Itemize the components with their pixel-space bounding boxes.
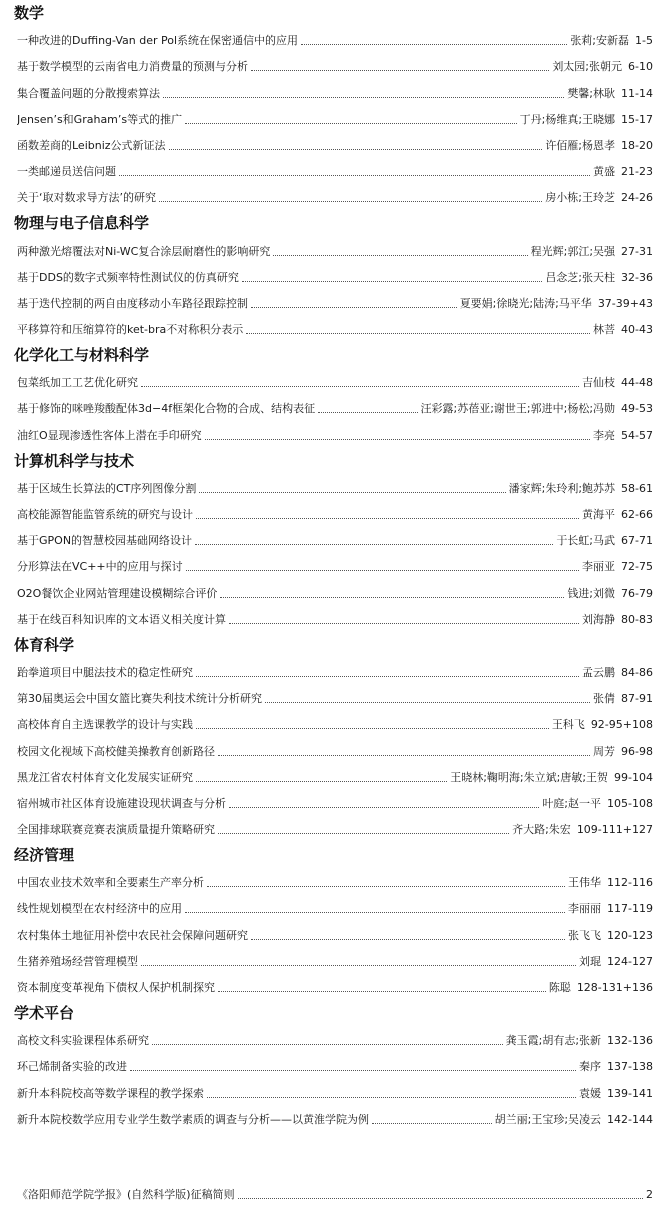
entry-pages: 24-26 [621, 191, 653, 205]
leader-dots [251, 70, 549, 71]
toc-entry[interactable] [0, 764, 660, 790]
entry-title[interactable]: 基于在线百科知识库的文本语义相关度计算 [17, 612, 226, 626]
entry-pages: 84-86 [621, 665, 653, 679]
entry-authors: 李亮 [593, 428, 616, 442]
section-title: 物理与电子信息科学 [14, 214, 150, 233]
entry-authors: 孟云鹏 [582, 665, 616, 679]
toc-entry[interactable] [0, 158, 660, 184]
toc-entry[interactable] [0, 553, 660, 579]
toc-entry[interactable] [0, 316, 660, 342]
leader-dots [207, 1097, 576, 1098]
leader-dots [220, 597, 564, 598]
entry-pages: 76-79 [621, 586, 653, 600]
leader-dots [242, 281, 542, 282]
entry-title[interactable]: 中国农业技术效率和全要素生产率分析 [17, 876, 204, 890]
entry-title[interactable]: 平移算符和压缩算符的ket-bra不对称积分表示 [17, 323, 244, 337]
entry-pages: 6-10 [628, 60, 653, 74]
entry-authors: 汪彩露;苏蓓亚;谢世王;郭进中;杨松;冯勋 [420, 402, 616, 416]
entry-authors: 许佰雁;杨恩孝 [545, 138, 616, 152]
entry-title[interactable]: 基于DDS的数字式频率特性测试仪的仿真研究 [17, 270, 239, 284]
entry-authors: 王科飞 [551, 718, 585, 732]
entry-authors: 潘家辉;朱玲利;鲍苏苏 [508, 481, 616, 495]
entry-pages: 1-5 [635, 34, 653, 48]
entry-pages: 27-31 [621, 244, 653, 258]
entry-pages: 40-43 [621, 323, 653, 337]
leader-dots [238, 1198, 643, 1199]
entry-title[interactable]: 包菜纸加工工艺优化研究 [17, 376, 138, 390]
entry-title[interactable]: 资本制度变革视角下债权人保护机制探究 [17, 981, 215, 994]
entry-title[interactable]: 集合覆盖问题的分散搜索算法 [17, 86, 160, 100]
entry-authors: 丁丹;杨维真;王晓娜 [519, 112, 616, 126]
toc-entry[interactable] [0, 106, 660, 132]
entry-authors: 王晓林;鞠明海;朱立斌;唐敏;王贺 [450, 770, 609, 784]
leader-dots [185, 123, 516, 124]
entry-pages: 96-98 [621, 744, 653, 758]
leader-dots [196, 676, 579, 677]
entry-authors: 龚玉霞;胡有志;张新 [505, 1034, 602, 1048]
entry-title[interactable]: 基于区域生长算法的CT序列图像分割 [17, 481, 197, 495]
entry-pages: 49-53 [621, 402, 653, 416]
section-title: 体育科学 [14, 635, 75, 654]
entry-title[interactable]: 新升本院校数学应用专业学生数学素质的调查与分析——以黄淮学院为例 [17, 1112, 369, 1126]
leader-dots [229, 807, 539, 808]
entry-authors: 陈聪 [548, 981, 571, 994]
leader-dots [273, 255, 527, 256]
toc-section [0, 632, 660, 842]
toc-entry[interactable] [0, 974, 660, 1000]
entry-authors: 张倩 [593, 692, 616, 706]
toc-entry[interactable] [0, 869, 660, 895]
entry-pages: 87-91 [621, 692, 653, 706]
toc-section [0, 842, 660, 1000]
toc-entry[interactable] [0, 711, 660, 737]
entry-authors: 刘海静 [582, 612, 616, 626]
entry-title[interactable]: 农村集体土地征用补偿中农民社会保障问题研究 [17, 928, 248, 942]
toc-entry[interactable] [0, 895, 660, 921]
toc-entry[interactable] [0, 1106, 660, 1132]
leader-dots [185, 912, 565, 913]
entry-authors: 林菩 [593, 323, 616, 337]
entry-authors: 李丽丽 [568, 902, 602, 916]
entry-pages: 11-14 [621, 86, 653, 100]
entry-authors: 刘琨 [579, 954, 602, 968]
entry-authors: 程光辉;郭江;吴强 [530, 244, 616, 258]
leader-dots [229, 623, 579, 624]
toc-entry[interactable] [0, 790, 660, 816]
toc-entry[interactable] [0, 659, 660, 685]
entry-authors: 王伟华 [568, 876, 602, 890]
entry-authors: 房小栋;王玲芝 [545, 191, 616, 205]
toc-entry[interactable] [0, 501, 660, 527]
leader-dots [130, 1070, 576, 1071]
leader-dots [246, 333, 590, 334]
leader-dots [152, 1044, 503, 1045]
toc-entry[interactable] [0, 685, 660, 711]
entry-title[interactable]: 高校体育自主选课教学的设计与实践 [17, 718, 193, 732]
leader-dots [301, 44, 567, 45]
entry-title[interactable]: 跆拳道项目中腿法技术的稳定性研究 [17, 665, 193, 679]
entry-title[interactable]: 油红O显现渗透性客体上潜在手印研究 [17, 428, 202, 442]
entry-pages: 109-111+127 [576, 823, 653, 837]
entry-pages: 139-141 [607, 1086, 653, 1100]
toc-entry[interactable] [0, 1053, 660, 1079]
entry-authors: 张莉;安新磊 [570, 34, 630, 48]
entry-pages: 67-71 [621, 534, 653, 548]
entry-pages: 105-108 [607, 796, 653, 810]
leader-dots [195, 544, 553, 545]
leader-dots [196, 728, 549, 729]
entry-authors: 李丽亚 [582, 560, 616, 574]
toc-section [0, 448, 660, 632]
entry-pages: 80-83 [621, 612, 653, 626]
entry-title[interactable]: 高校能源智能监管系统的研究与设计 [17, 508, 193, 521]
entry-pages: 21-23 [621, 165, 653, 179]
toc-entry[interactable] [0, 53, 660, 79]
entry-authors: 刘太园;张朝元 [552, 60, 623, 74]
toc-entry[interactable] [0, 290, 660, 316]
entry-authors: 夏要娟;徐晓光;陆涛;马平华 [459, 296, 592, 310]
entry-authors: 于长虹;马武 [556, 534, 616, 548]
entry-authors: 樊馨;林耿 [567, 86, 616, 100]
entry-pages: 142-144 [607, 1112, 653, 1126]
entry-title[interactable]: 线性规划模型在农村经济中的应用 [17, 902, 182, 916]
leader-dots [186, 570, 579, 571]
entry-authors: 齐大路;朱宏 [512, 823, 571, 837]
entry-title[interactable]: 两种激光熔覆法对Ni-WC复合涂层耐磨性的影响研究 [17, 244, 271, 258]
toc-entry[interactable] [0, 948, 660, 974]
entry-pages: 44-48 [621, 376, 653, 390]
entry-pages: 32-36 [621, 270, 653, 284]
entry-pages: 128-131+136 [576, 981, 653, 994]
entry-pages: 62-66 [621, 508, 653, 521]
section-title: 学术平台 [14, 1004, 75, 1022]
entry-authors: 吉仙枝 [582, 376, 616, 390]
toc-entry[interactable] [0, 527, 660, 553]
leader-dots [199, 492, 505, 493]
footer-note [17, 1188, 653, 1202]
leader-dots [372, 1123, 492, 1124]
entry-title[interactable]: 基于GPON的智慧校园基础网络设计 [17, 534, 193, 548]
entry-title[interactable]: 校园文化视域下高校健美操教育创新路径 [17, 744, 215, 758]
section-title: 化学化工与材料科学 [14, 346, 150, 365]
entry-pages: 18-20 [621, 138, 653, 152]
leader-dots [218, 833, 509, 834]
entry-authors: 秦序 [579, 1060, 602, 1074]
toc-entry[interactable] [0, 237, 660, 263]
leader-dots [318, 412, 417, 413]
footer-note-title: 《洛阳师范学院学报》(自然科学版)征稿简则 [17, 1188, 235, 1201]
entry-title[interactable]: 生猪养殖场经营管理模型 [17, 954, 138, 968]
entry-pages: 72-75 [621, 560, 653, 574]
leader-dots [141, 386, 579, 387]
entry-authors: 黄盛 [593, 165, 616, 179]
entry-pages: 124-127 [607, 954, 653, 968]
leader-dots [207, 886, 565, 887]
entry-title[interactable]: 第30届奥运会中国女篮比赛失利技术统计分析研究 [17, 692, 262, 706]
entry-title[interactable]: 全国排球联赛竞赛表演质量提升策略研究 [17, 823, 215, 837]
toc-entry[interactable] [0, 1079, 660, 1105]
toc-entry[interactable] [0, 1027, 660, 1053]
leader-dots [196, 518, 579, 519]
entry-pages: 99-104 [614, 770, 653, 784]
entry-authors: 胡兰丽;王宝珍;吴凌云 [494, 1112, 602, 1126]
entry-authors: 钱进;刘微 [567, 586, 616, 600]
entry-title[interactable]: O2O餐饮企业网站管理建设模糊综合评价 [17, 586, 218, 600]
entry-pages: 92-95+108 [590, 718, 653, 732]
entry-pages: 58-61 [621, 481, 653, 495]
entry-authors: 叶庭;赵一平 [542, 796, 602, 810]
entry-title[interactable]: 关于‘取对数求导方法’的研究 [17, 191, 156, 205]
leader-dots [251, 939, 565, 940]
leader-dots [205, 439, 590, 440]
entry-pages: 54-57 [621, 428, 653, 442]
entry-pages: 117-119 [607, 902, 653, 916]
entry-pages: 120-123 [607, 928, 653, 942]
toc-entry[interactable] [0, 27, 660, 53]
entry-title[interactable]: 新升本科院校高等数学课程的教学探索 [17, 1086, 204, 1100]
toc-entry[interactable] [0, 79, 660, 105]
toc-entry[interactable] [0, 475, 660, 501]
entry-authors: 吕念芝;张天柱 [545, 270, 616, 284]
footer-note-page: 2 [646, 1188, 653, 1201]
toc-entry[interactable] [0, 606, 660, 632]
toc-entry[interactable] [0, 184, 660, 210]
toc-section [0, 342, 660, 448]
entry-pages: 15-17 [621, 112, 653, 126]
entry-title[interactable]: 黑龙江省农村体育文化发展实证研究 [17, 770, 193, 784]
leader-dots [251, 307, 457, 308]
toc-entry[interactable] [0, 921, 660, 947]
leader-dots [218, 755, 590, 756]
entry-title[interactable]: 函数差商的Leibniz公式新证法 [17, 138, 166, 152]
entry-title[interactable]: 宿州城市社区体育设施建设现状调查与分析 [17, 796, 226, 810]
entry-title[interactable]: 一种改进的Duffing-Van der Pol系统在保密通信中的应用 [17, 34, 299, 48]
entry-title[interactable]: 分形算法在VC++中的应用与探讨 [17, 560, 183, 574]
toc-entry[interactable] [0, 737, 660, 763]
entry-pages: 137-138 [607, 1060, 653, 1074]
toc-section [0, 210, 660, 342]
entry-title[interactable]: 基于数学模型的云南省电力消费量的预测与分析 [17, 60, 248, 74]
entry-pages: 112-116 [607, 876, 653, 890]
toc-entry[interactable] [0, 579, 660, 605]
leader-dots [218, 991, 546, 992]
entry-title[interactable]: 基于修饰的咪唑羧酸配体3d−4f框架化合物的合成、结构表征 [17, 402, 316, 416]
toc-entry[interactable] [0, 816, 660, 842]
entry-title[interactable]: Jensen’s和Graham’s等式的推广 [17, 112, 183, 126]
leader-dots [119, 175, 590, 176]
section-title: 经济管理 [14, 846, 75, 865]
entry-pages: 37-39+43 [597, 296, 653, 310]
entry-title[interactable]: 高校文科实验课程体系研究 [17, 1034, 149, 1048]
leader-dots [265, 702, 590, 703]
entry-pages: 132-136 [607, 1034, 653, 1048]
entry-title[interactable]: 一类邮递员送信问题 [17, 165, 116, 179]
entry-authors: 黄海平 [582, 508, 616, 521]
toc-entry[interactable] [0, 264, 660, 290]
toc-entry[interactable] [0, 395, 660, 421]
entry-authors: 袁媛 [579, 1086, 602, 1100]
leader-dots [141, 965, 576, 966]
section-title: 数学 [14, 4, 45, 22]
leader-dots [159, 201, 542, 202]
toc-entry[interactable] [0, 421, 660, 447]
entry-authors: 张飞飞 [568, 928, 602, 942]
section-title: 计算机科学与技术 [14, 451, 135, 470]
toc-entry[interactable] [0, 369, 660, 395]
toc-section [0, 0, 660, 210]
leader-dots [169, 149, 543, 150]
leader-dots [163, 97, 564, 98]
entry-title[interactable]: 基于迭代控制的两自由度移动小车路径跟踪控制 [17, 296, 248, 310]
entry-authors: 周芳 [593, 744, 616, 758]
toc-section [0, 1000, 660, 1132]
entry-title[interactable]: 环己烯制备实验的改进 [17, 1060, 127, 1074]
toc-entry[interactable] [0, 132, 660, 158]
leader-dots [196, 781, 447, 782]
